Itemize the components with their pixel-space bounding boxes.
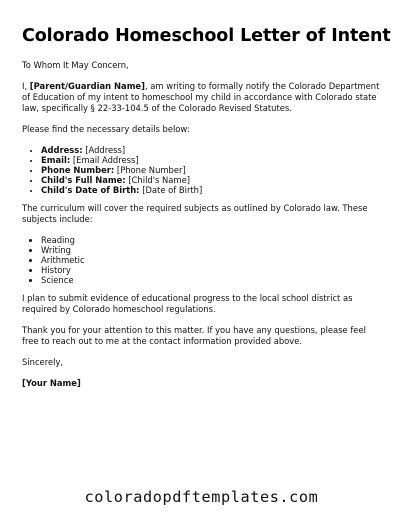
detail-item-email xyxy=(41,155,384,165)
detail-item-address xyxy=(41,145,384,155)
thanks-paragraph: Thank you for your attention to this matter. If you have any questions, please feel free to reach out to me at the contact information provided above. xyxy=(22,325,366,346)
letter-page xyxy=(22,26,391,399)
subject-item: • History xyxy=(41,265,384,275)
details-intro: Please find the necessary details below: xyxy=(22,124,190,134)
subject-item: • Arithmetic xyxy=(41,255,384,265)
parent-name-placeholder: [Parent/Guardian Name] xyxy=(29,81,145,91)
detail-value: [Child's Name] xyxy=(125,175,191,185)
detail-item-child-name xyxy=(41,175,384,185)
salutation: To Whom It May Concern, xyxy=(22,60,129,70)
detail-value: [Email Address] xyxy=(70,155,139,165)
intro-prefix: I, xyxy=(22,81,30,91)
signature-placeholder: [Your Name] xyxy=(22,378,81,388)
detail-item-phone xyxy=(41,165,384,175)
curriculum-intro: The curriculum will cover the required subjects as outlined by Colorado law. These subjects include: xyxy=(22,203,368,224)
detail-label: Address: xyxy=(41,145,83,155)
signature xyxy=(22,378,384,389)
detail-value: [Address] xyxy=(82,145,126,155)
detail-label: Phone Number: xyxy=(41,165,115,175)
site-watermark: coloradopdftemplates.com xyxy=(84,488,319,506)
page-title: Colorado Homeschool Letter of Intent xyxy=(22,26,391,46)
closing: Sincerely, xyxy=(22,357,64,367)
detail-label: Child's Date of Birth: xyxy=(41,185,140,195)
detail-item-child-dob xyxy=(41,185,384,195)
intro-suffix: , am writing to formally notify the Colorado Department of Education of my intent to homeschool my child in accordance with Colorado state law, specifically § 22-33-104.5 of the Colorado Revised Statutes. xyxy=(22,81,380,113)
subjects-list xyxy=(22,235,384,285)
detail-value: [Phone Number] xyxy=(114,165,186,175)
detail-label: Child's Full Name: xyxy=(41,175,126,185)
detail-label: Email: xyxy=(41,155,71,165)
subject-item: • Reading xyxy=(41,235,384,245)
subject-item: • Writing xyxy=(41,245,384,255)
intro-paragraph xyxy=(22,81,384,114)
details-list xyxy=(22,145,384,195)
detail-value: [Date of Birth] xyxy=(139,185,203,195)
progress-paragraph: I plan to submit evidence of educational progress to the local school district as required by Colorado homeschool regulations. xyxy=(22,293,353,314)
subject-item: • Science xyxy=(41,275,384,285)
